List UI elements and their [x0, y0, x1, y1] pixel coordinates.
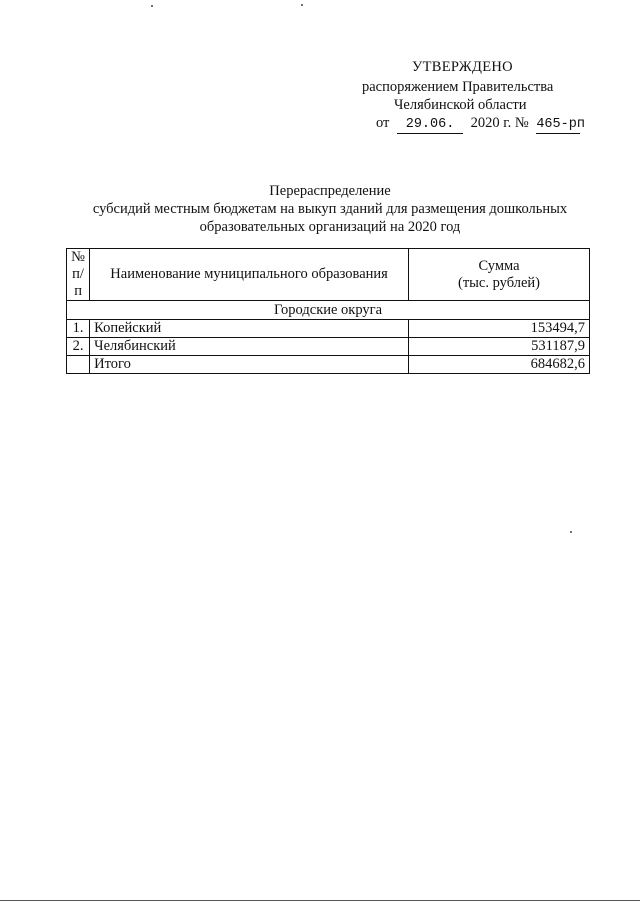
- header-municipality: Наименование муниципального образования: [90, 249, 409, 301]
- header-sum-line-2: (тыс. рублей): [457, 274, 540, 291]
- row-municipality: Челябинский: [90, 338, 409, 356]
- document-title-line-1: Перераспределение: [269, 183, 391, 199]
- document-title-line-2: субсидий местным бюджетам на выкуп зданий для размещения дошкольных: [92, 201, 568, 217]
- row-municipality: Копейский: [90, 320, 409, 338]
- total-number-cell: [67, 356, 90, 374]
- approval-line-1: распоряжением Правительства: [362, 79, 554, 95]
- scan-speck: [151, 5, 153, 7]
- year-number-label: 2020 г. №: [470, 115, 529, 131]
- row-sum: 153494,7: [408, 320, 589, 338]
- document-title-line-3: образовательных организаций на 2020 год: [199, 219, 461, 235]
- total-sum: 684682,6: [408, 356, 589, 374]
- approval-heading: УТВЕРЖДЕНО: [412, 59, 513, 75]
- date-prefix: от: [376, 115, 390, 131]
- scan-speck: [301, 4, 303, 6]
- group-title: Городские округа: [67, 301, 590, 320]
- scan-edge-line: [0, 900, 640, 901]
- subsidy-table: [66, 248, 590, 374]
- header-number: № п/п: [67, 249, 90, 301]
- header-sum-line-1: Сумма: [478, 257, 520, 274]
- row-number: 1.: [67, 320, 90, 338]
- row-number: 2.: [67, 338, 90, 356]
- table-row: [67, 338, 590, 356]
- table-total-row: [67, 356, 590, 374]
- table-header-row: [67, 249, 590, 301]
- approval-line-2: Челябинской области: [394, 97, 527, 113]
- approval-date-line: [376, 114, 585, 134]
- total-label: Итого: [90, 356, 409, 374]
- scan-speck: [570, 531, 572, 533]
- table-row: [67, 320, 590, 338]
- header-sum: [408, 249, 589, 301]
- approval-date: 29.06.: [397, 117, 463, 134]
- row-sum: 531187,9: [408, 338, 589, 356]
- approval-number: 465-рп: [536, 117, 585, 132]
- table-group-row: [67, 301, 590, 320]
